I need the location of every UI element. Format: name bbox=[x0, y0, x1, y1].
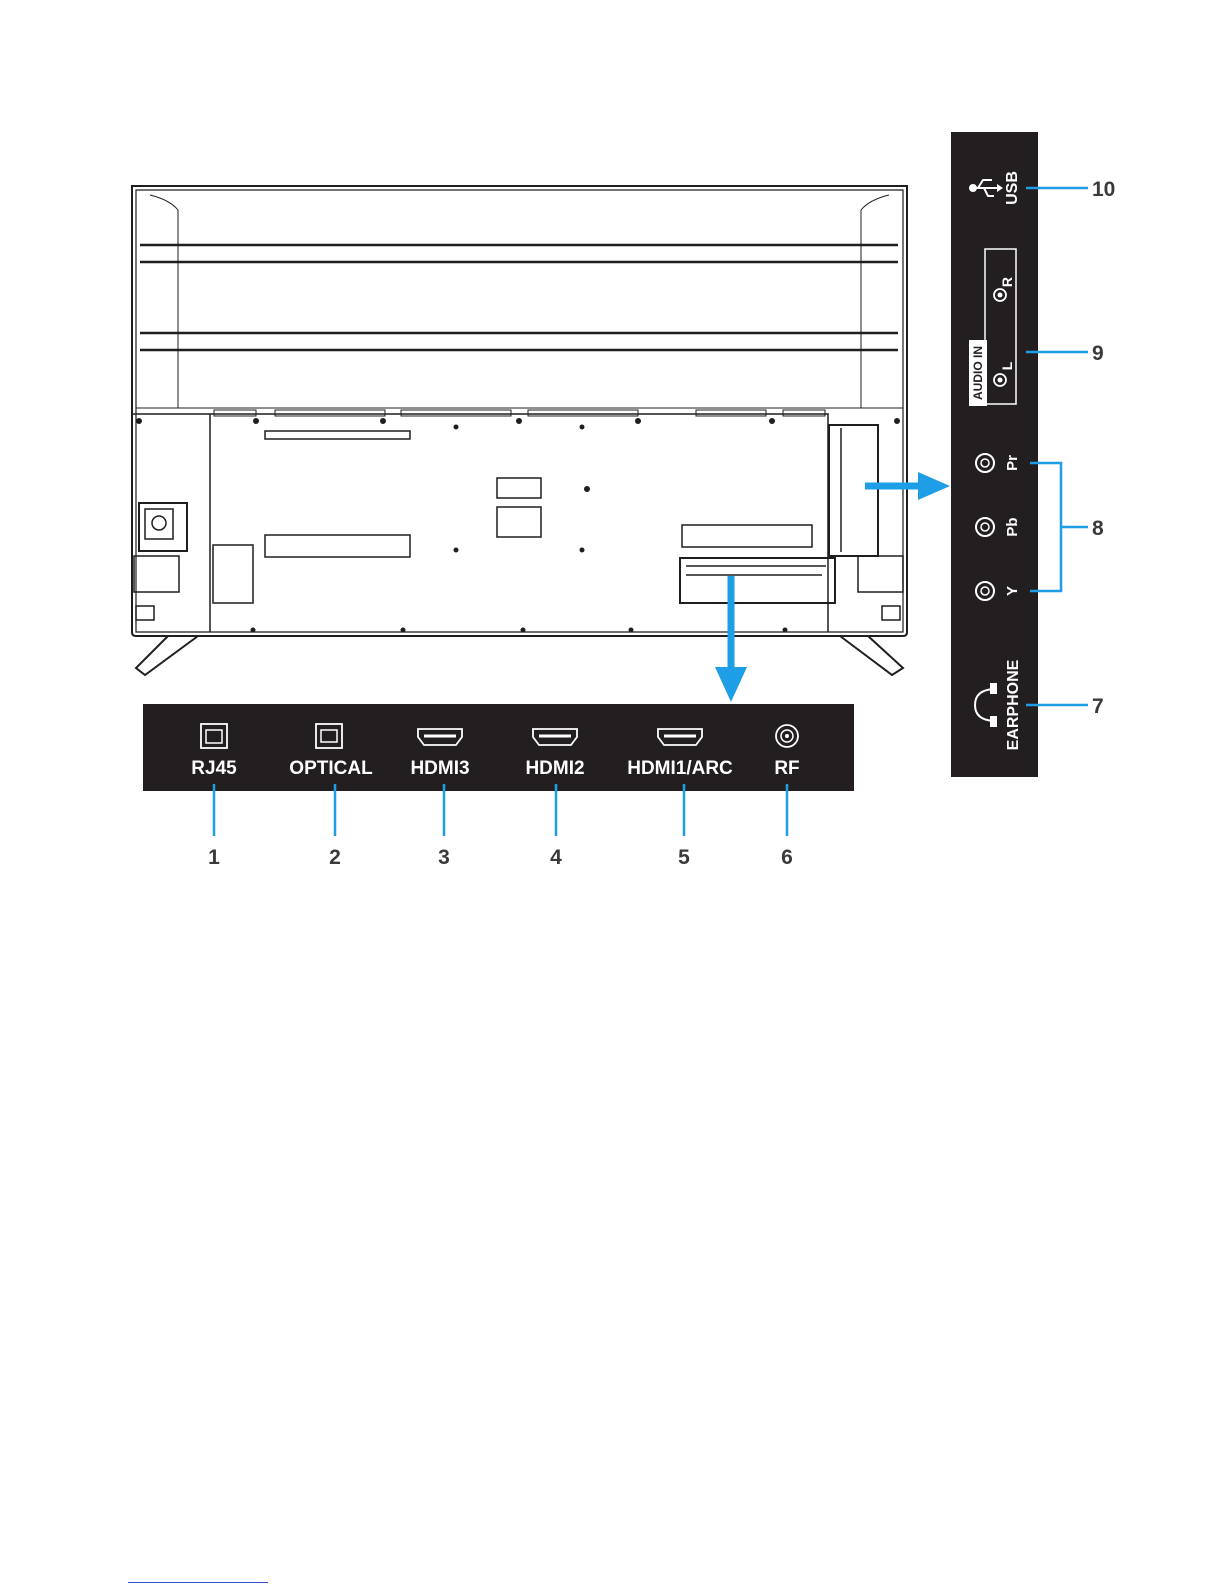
callout-number-8: 8 bbox=[1092, 517, 1104, 540]
pointer-arrows bbox=[715, 472, 950, 702]
audio-in-title: AUDIO IN bbox=[971, 346, 985, 400]
callout-number-10: 10 bbox=[1092, 178, 1116, 201]
power-socket bbox=[134, 503, 187, 592]
callout-number-7: 7 bbox=[1092, 695, 1104, 718]
callout-number-5: 5 bbox=[678, 846, 690, 869]
footnote-rule bbox=[128, 1582, 268, 1583]
side-label-usb: USB bbox=[1004, 171, 1021, 205]
bottom-port-panel bbox=[143, 704, 854, 869]
port-label-optical: OPTICAL bbox=[289, 758, 373, 779]
port-label-rj45: RJ45 bbox=[191, 758, 237, 779]
component-pr-label: Pr bbox=[1004, 455, 1021, 471]
callout-number-1: 1 bbox=[208, 846, 220, 869]
stand-feet bbox=[136, 636, 903, 675]
port-label-hdmi2: HDMI2 bbox=[525, 758, 585, 779]
bottom-port-bracket bbox=[680, 558, 835, 603]
tv-rear-view bbox=[132, 186, 950, 702]
vent-top bbox=[214, 410, 825, 557]
side-port-panel bbox=[951, 132, 1115, 777]
side-port-bracket bbox=[829, 425, 878, 556]
component-pb-label: Pb bbox=[1004, 517, 1021, 537]
audio-right-label: R bbox=[999, 276, 1015, 288]
audio-left-label: L bbox=[999, 361, 1015, 371]
port-label-rf: RF bbox=[774, 758, 800, 779]
callout-number-6: 6 bbox=[781, 846, 793, 869]
port-label-hdmi1-arc: HDMI1/ARC bbox=[627, 758, 733, 779]
callout-number-2: 2 bbox=[329, 846, 341, 869]
port-label-hdmi3: HDMI3 bbox=[410, 758, 470, 779]
callout-number-9: 9 bbox=[1092, 342, 1104, 365]
component-y-label: Y bbox=[1004, 585, 1021, 597]
callout-number-4: 4 bbox=[550, 846, 562, 869]
callout-number-3: 3 bbox=[438, 846, 450, 869]
side-label-earphone: EARPHONE bbox=[1005, 659, 1022, 751]
